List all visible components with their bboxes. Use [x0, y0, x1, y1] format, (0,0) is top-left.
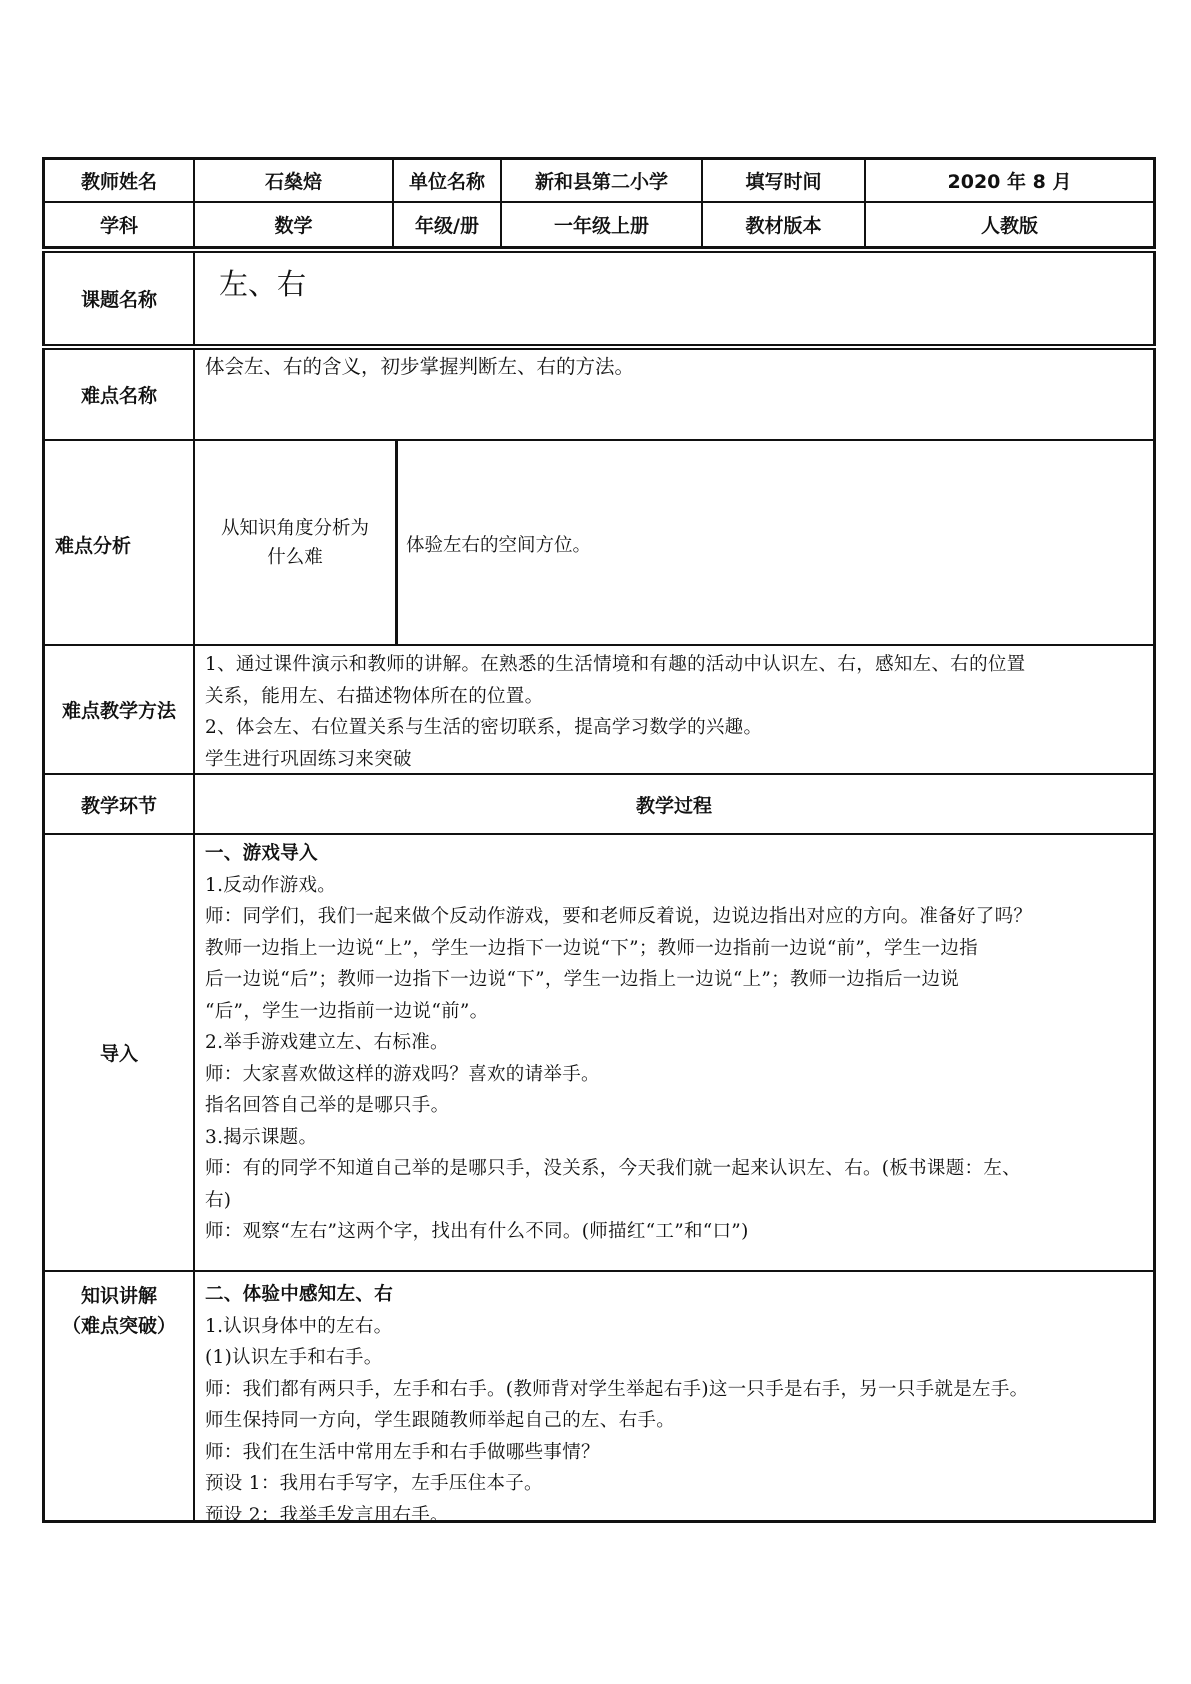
method-text	[205, 649, 1025, 775]
table-border	[1153, 646, 1156, 775]
text-line: 师：同学们，我们一起来做个反动作游戏，要和老师反着说，边说边指出对应的方向。准备好了吗？	[205, 906, 1033, 927]
text-line: (1)认识左手和右手。	[205, 1347, 383, 1368]
subject-label: 学科	[99, 215, 138, 237]
intro-heading: 一、游戏导入	[205, 843, 318, 864]
topic-title: 左、右	[219, 267, 307, 301]
grade-label: 年级/册	[415, 215, 479, 237]
table-border	[1153, 1272, 1156, 1523]
analysis-sublabel-line-1: 从知识角度分析为	[220, 518, 369, 539]
knowledge-heading: 二、体验中感知左、右	[205, 1284, 394, 1305]
table-border	[193, 348, 195, 441]
text-line: 师：我们都有两只手，左手和右手。(教师背对学生举起右手)这一只手是右手，另一只手就是左手。	[205, 1378, 1029, 1400]
table-border	[42, 251, 1156, 253]
text-line: 师：我们在生活中常用左手和右手做哪些事情？	[205, 1441, 600, 1463]
table-border	[42, 439, 1156, 441]
table-border	[193, 251, 195, 346]
table-border	[1153, 775, 1156, 835]
fill-time: 2020 年 8 月	[947, 171, 1072, 193]
table-border	[1153, 348, 1156, 441]
text-line: 师：观察“左右”这两个字，找出有什么不同。(师描红“工”和“口”)	[205, 1221, 749, 1242]
text-line: 2、体会左、右位置关系与生活的密切联系，提高学习数学的兴趣。	[205, 717, 763, 738]
difficulty-label: 难点名称	[80, 385, 157, 407]
knowledge-text	[205, 1279, 1028, 1531]
table-border	[42, 348, 1156, 350]
table-border	[193, 835, 195, 1272]
table-border	[193, 646, 195, 775]
text-line: 指名回答自己举的是哪只手。	[205, 1095, 450, 1116]
stage-header: 教学环节	[80, 794, 157, 817]
analysis-sublabel	[195, 514, 395, 572]
knowledge-label-line-2: （难点突破）	[61, 1315, 176, 1337]
edition: 人教版	[980, 215, 1038, 237]
table-border	[42, 344, 1156, 346]
table-border	[42, 246, 1156, 249]
text-line: 1.反动作游戏。	[205, 874, 337, 896]
edition-label: 教材版本	[745, 215, 822, 237]
subject: 数学	[274, 215, 313, 237]
text-line: 右)	[205, 1189, 232, 1211]
table-border	[395, 441, 398, 646]
text-line: 1、通过课件演示和教师的讲解。在熟悉的生活情境和有趣的活动中认识左、右，感知左、右的位置	[205, 654, 1026, 675]
text-line: 后一边说“后”；教师一边指下一边说“下”，学生一边指上一边说“上”；教师一边指后一边说	[205, 969, 960, 990]
intro-text	[205, 838, 1032, 1248]
table-border	[193, 1272, 195, 1523]
text-line: 教师一边指上一边说“上”，学生一边指下一边说“下”；教师一边指前一边说“前”，学生一边指	[205, 937, 978, 959]
difficulty-value: 体会左、右的含义，初步掌握判断左、右的方法。	[205, 355, 635, 378]
knowledge-label-line-1: 知识讲解	[80, 1285, 157, 1307]
text-line: “后”，学生一边指前一边说“前”。	[205, 1000, 489, 1022]
grade: 一年级上册	[553, 215, 649, 237]
unit-name: 新和县第二小学	[534, 171, 668, 193]
text-line: 1.认识身体中的左右。	[205, 1315, 393, 1337]
teacher-name: 石燊焙	[264, 171, 322, 193]
table-border	[42, 441, 45, 646]
unit-label: 单位名称	[408, 171, 485, 193]
analysis-sublabel-line-2: 什么难	[267, 547, 323, 568]
text-line: 师生保持同一方向，学生跟随教师举起自己的左、右手。	[205, 1410, 676, 1431]
fill-time-label: 填写时间	[745, 171, 822, 193]
process-header: 教学过程	[635, 794, 712, 817]
text-line: 师：有的同学不知道自己举的是哪只手，没关系，今天我们就一起来认识左、右。(板书课题：左、	[205, 1158, 1021, 1179]
text-line: 预设 2：我举手发言用右手。	[205, 1504, 449, 1526]
table-border	[1153, 157, 1156, 249]
knowledge-label	[45, 1281, 193, 1341]
table-border	[42, 1270, 1156, 1272]
analysis-value: 体验左右的空间方位。	[406, 535, 592, 556]
method-label: 难点教学方法	[61, 700, 176, 722]
text-line: 2.举手游戏建立左、右标准。	[205, 1032, 449, 1053]
table-border	[1153, 441, 1156, 646]
text-line: 学生进行巩固练习来突破	[205, 748, 412, 770]
text-line: 3.揭示课题。	[205, 1126, 318, 1148]
table-border	[42, 644, 1156, 646]
text-line: 预设 1：我用右手写字，左手压住本子。	[205, 1473, 543, 1494]
table-border	[1153, 835, 1156, 1272]
table-border	[42, 833, 1156, 835]
intro-label: 导入	[99, 1043, 138, 1065]
analysis-label: 难点分析	[55, 535, 132, 557]
topic-label: 课题名称	[80, 289, 157, 311]
text-line: 师：大家喜欢做这样的游戏吗？喜欢的请举手。	[205, 1063, 600, 1085]
teacher-name-label: 教师姓名	[80, 171, 157, 193]
text-line: 关系，能用左、右描述物体所在的位置。	[205, 685, 544, 707]
table-border	[1153, 251, 1156, 346]
